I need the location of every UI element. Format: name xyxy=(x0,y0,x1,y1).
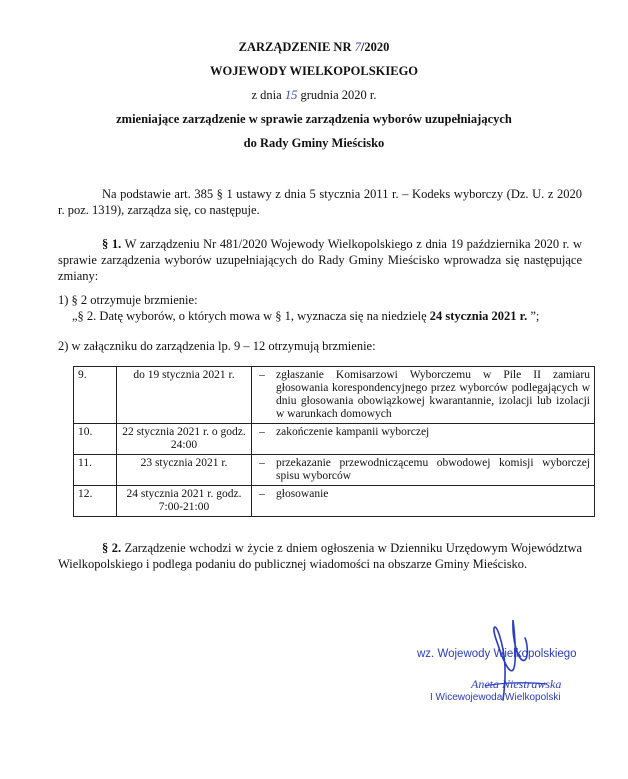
row-number: 10. xyxy=(74,424,117,455)
row-date: 22 stycznia 2021 r. o godz. 24:00 xyxy=(117,424,252,455)
issuer: WOJEWODY WIELKOPOLSKIEGO xyxy=(209,64,419,78)
row-task: zakończenie kampanii wyborczej xyxy=(272,424,595,455)
row-dash: – xyxy=(252,367,273,424)
quote-end: ”; xyxy=(530,309,540,323)
schedule-row xyxy=(74,367,595,424)
title-suffix: /2020 xyxy=(360,40,390,54)
handwritten-number: 7 xyxy=(354,40,361,54)
section-1-text: W zarządzeniu Nr 481/2020 Wojewody Wielkopolskiego z dnia 19 października 2020 r. w sprawie zarządzenia wyborów uzupełniających do Rady Gminy Mieścisko wprowadza się następujące zmiany: xyxy=(58,237,583,283)
row-dash: – xyxy=(252,455,273,486)
change-2-intro: 2) w załączniku do zarządzenia lp. 9 – 12 otrzymują brzmienie: xyxy=(58,339,376,353)
row-date: 24 stycznia 2021 r. godz. 7:00-21:00 xyxy=(117,486,252,517)
row-task: zgłaszanie Komisarzowi Wyborczemu w Pile II zamiaru głosowania korespondencyjnego przez wyborców podlegających w dniu głosowania obowiązkowej kwarantannie, izolacji lub izolacji w warunkach domowych xyxy=(272,367,595,424)
section-2-text: Zarządzenie wchodzi w życie z dniem ogłoszenia w Dzienniku Urzędowym Województwa Wielkopolskiego i podlega podaniu do publicznej wiadomości na obszarze Gminy Mieścisko. xyxy=(58,541,583,571)
row-dash: – xyxy=(252,424,273,455)
document-date xyxy=(0,88,628,103)
date-suffix: grudnia 2020 r. xyxy=(300,88,377,102)
preamble: Na podstawie art. 385 § 1 ustawy z dnia 5 stycznia 2011 r. – Kodeks wyborczy (Dz. U. z 2020 r. poz. 1319), zarządza się, co następuje. xyxy=(58,187,582,217)
row-number: 9. xyxy=(74,367,117,424)
section-2 xyxy=(58,540,582,572)
signatory-name: Aneta Niestrawska xyxy=(471,677,562,691)
change-1-intro: 1) § 2 otrzymuje brzmienie: xyxy=(58,293,198,307)
section-1 xyxy=(58,236,582,284)
title-prefix: ZARZĄDZENIE NR xyxy=(238,40,352,54)
stamp-deputy-for: wz. Wojewody Wielkopolskiego xyxy=(417,648,577,660)
signatory-position: I Wicewojewoda Wielkopolski xyxy=(430,692,561,703)
row-date: do 19 stycznia 2021 r. xyxy=(117,367,252,424)
handwritten-day: 15 xyxy=(284,88,298,102)
schedule-row xyxy=(74,424,595,455)
row-date: 23 stycznia 2021 r. xyxy=(117,455,252,486)
quote-date: 24 stycznia 2021 r. xyxy=(429,309,528,323)
row-number: 12. xyxy=(74,486,117,517)
schedule-row xyxy=(74,486,595,517)
document-title xyxy=(0,40,628,55)
schedule-table xyxy=(73,366,595,517)
schedule-row xyxy=(74,455,595,486)
row-number: 11. xyxy=(74,455,117,486)
subject-line-1: zmieniające zarządzenie w sprawie zarządzenia wyborów uzupełniających xyxy=(116,112,512,126)
section-1-label: § 1. xyxy=(102,237,122,251)
section-2-label: § 2. xyxy=(102,541,122,555)
change-1-quote xyxy=(72,308,539,324)
subject-line-2: do Rady Gminy Mieścisko xyxy=(243,136,385,150)
row-task: przekazanie przewodniczącemu obwodowej komisji wyborczej spisu wyborców xyxy=(272,455,595,486)
row-task: głosowanie xyxy=(272,486,595,517)
date-prefix: z dnia xyxy=(251,88,282,102)
row-dash: – xyxy=(252,486,273,517)
quote-text: „§ 2. Datę wyborów, o których mowa w § 1, wyznacza się na niedzielę xyxy=(72,309,427,323)
